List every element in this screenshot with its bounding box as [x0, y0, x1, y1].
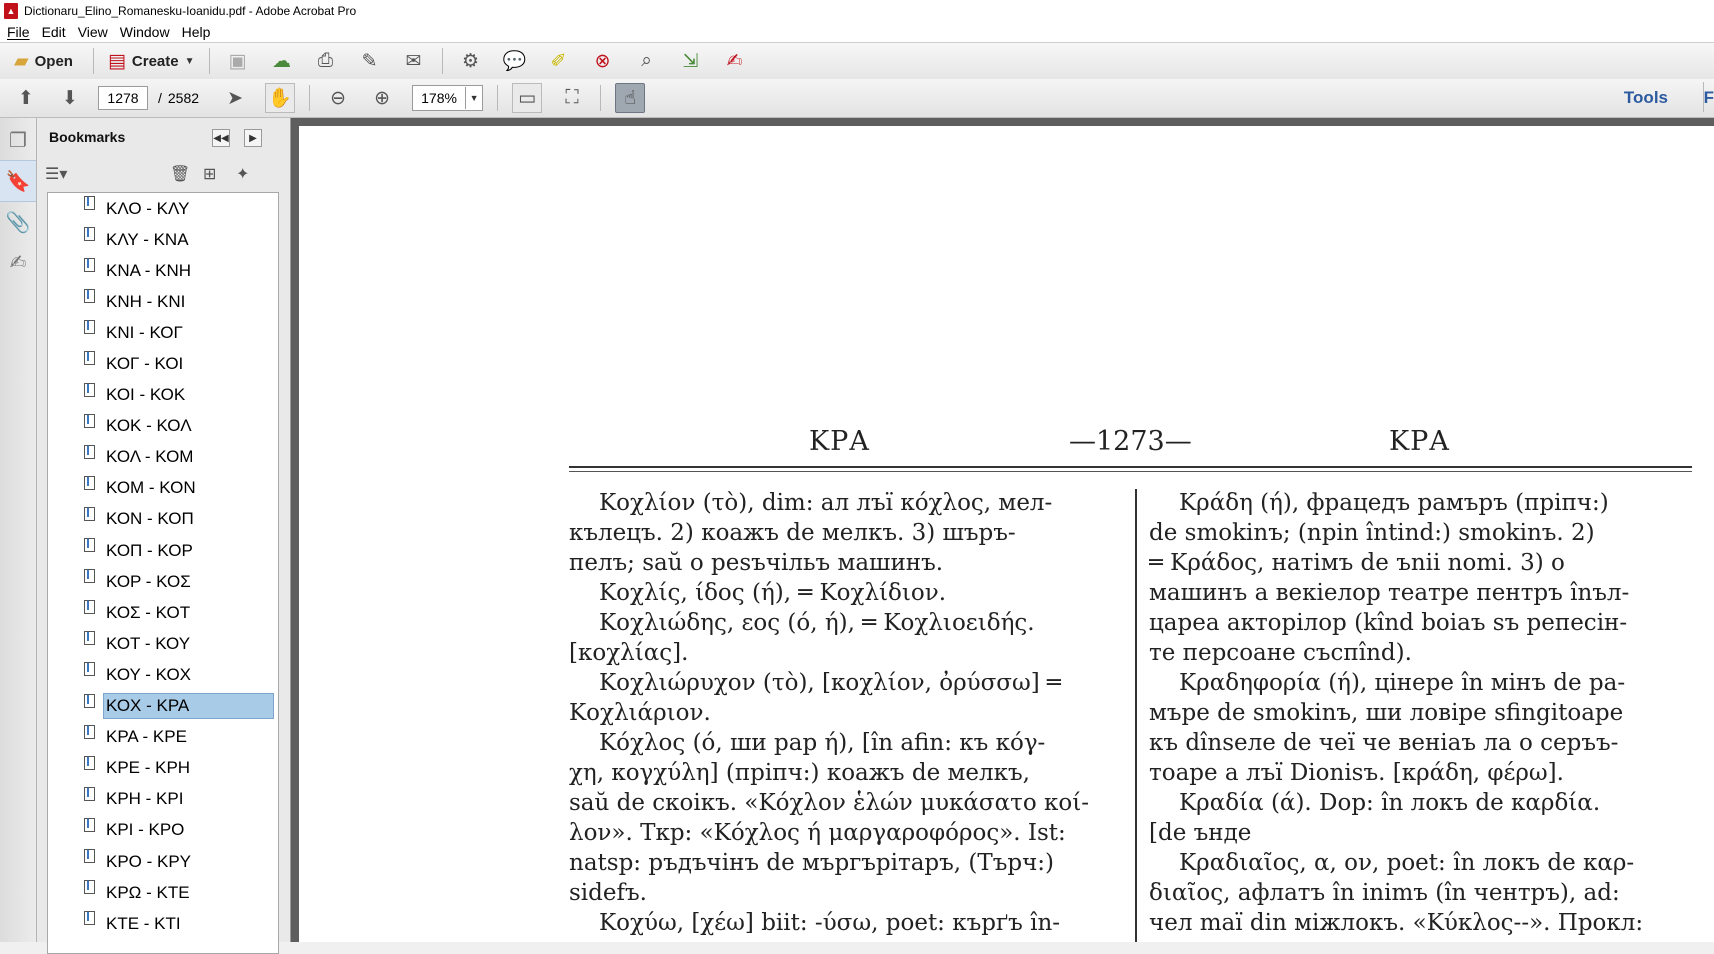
menu-edit[interactable]: Edit — [41, 24, 66, 40]
collapse-panel-icon[interactable]: ◀◀ — [212, 129, 230, 147]
bookmark-item[interactable] — [48, 908, 278, 939]
bookmark-item[interactable] — [48, 348, 278, 379]
bookmark-label: ΚΛΟ - ΚΛΥ — [106, 198, 190, 218]
bookmark-icon — [84, 445, 95, 459]
text-line: кълецъ. 2) коажъ de мелкъ. 3) шъръ- — [569, 520, 1016, 546]
cursor-icon: ➤ — [227, 87, 243, 109]
arrow-up-icon: ⬆ — [18, 87, 34, 109]
page-thumbnails-icon[interactable]: ❐ — [9, 129, 27, 152]
highlight-button[interactable] — [545, 47, 573, 75]
page-number-input[interactable] — [98, 86, 148, 110]
menu-window[interactable]: Window — [119, 24, 170, 40]
bookmark-icon — [84, 258, 95, 272]
options-menu-icon[interactable]: ☰▾ — [45, 166, 68, 183]
bookmark-label: ΚΟΠ - ΚΟΡ — [106, 540, 193, 560]
bookmark-item[interactable] — [48, 566, 278, 597]
bookmark-icon — [84, 320, 95, 334]
bookmark-label: ΚΟΤ - ΚΟΥ — [106, 633, 191, 653]
main-toolbar — [0, 42, 1714, 80]
bookmark-icon — [84, 351, 95, 365]
bookmark-label: ΚΤΕ - ΚΤΙ — [106, 913, 181, 933]
bookmark-item[interactable] — [48, 411, 278, 442]
bookmarks-header — [37, 118, 290, 156]
bookmark-icon — [84, 849, 95, 863]
upload-button[interactable] — [268, 47, 296, 75]
bookmark-icon — [84, 569, 95, 583]
select-tool-button[interactable] — [221, 84, 249, 112]
bookmark-item[interactable] — [48, 784, 278, 815]
bookmark-icon — [84, 227, 95, 241]
previous-page-button[interactable] — [12, 84, 40, 112]
page-navigator — [92, 86, 199, 110]
minus-circle-icon: ⊖ — [330, 87, 346, 109]
header-rule-thin — [569, 471, 1692, 472]
bookmark-label: ΚΝΗ - ΚΝΙ — [106, 291, 186, 311]
text-line: Κοχλιάριον. — [569, 700, 711, 726]
export-icon: ⇲ — [682, 50, 699, 72]
bookmark-label: ΚΡΙ - ΚΡΟ — [106, 820, 185, 840]
comment-icon: 💬 — [502, 51, 527, 72]
edit-button[interactable] — [356, 47, 384, 75]
bookmark-icon — [84, 383, 95, 397]
text-line: διαῖος, афлатъ în inimъ (în чентръ), ad: — [1149, 880, 1620, 906]
bookmarks-title: Bookmarks — [49, 129, 126, 145]
chevron-down-icon: ▼ — [184, 55, 195, 67]
menu-bar — [0, 22, 1714, 42]
text-line: машинъ a векіелор театре пентръ înъл- — [1149, 580, 1630, 606]
text-line: Κοχλίς, ίδος (ή), ═ Κοχλίδιον. — [599, 580, 947, 606]
text-line: de smokinъ; (npin întind:) smokinъ. 2) — [1149, 520, 1595, 546]
attachment-icon[interactable]: 📎 — [5, 211, 31, 234]
bookmark-label: ΚΟΥ - ΚΟΧ — [106, 664, 192, 684]
page-number-header: —1273— — [1069, 426, 1192, 457]
bookmark-icon — [84, 756, 95, 770]
bookmark-icon — [84, 662, 95, 676]
text-line: Κράδη (ή), фрацедъ рамъръ (пріпч:) — [1179, 490, 1609, 516]
bookmark-label: ΚΝΑ - ΚΝΗ — [106, 260, 192, 280]
text-line: тоаре a лъї Dionisъ. [κράδη, φέρω]. — [1149, 760, 1564, 786]
create-button[interactable] — [108, 47, 195, 75]
save-button[interactable] — [224, 47, 252, 75]
bookmark-item[interactable] — [48, 380, 278, 411]
bookmark-icon — [84, 787, 95, 801]
bookmark-label: ΚΟΧ - ΚΡΑ — [104, 694, 273, 718]
delete-icon: ⊗ — [594, 50, 611, 72]
document-viewport[interactable] — [291, 118, 1714, 942]
arrow-down-icon: ⬇ — [62, 87, 78, 109]
navigation-rail — [0, 118, 37, 942]
comment-button[interactable] — [501, 47, 529, 75]
bookmark-label: ΚΡΑ - ΚΡΕ — [106, 727, 187, 747]
fit-page-icon: ▭ — [518, 87, 537, 109]
read-mode-button[interactable] — [615, 83, 645, 113]
bookmark-properties-icon[interactable]: ✦ — [236, 166, 250, 183]
bookmark-label: ΚΛΥ - ΚΝΑ — [106, 229, 189, 249]
text-line: Κοχύω, [χέω] biit: -ύσω, poet: кърґъ în- — [599, 910, 1061, 936]
bookmark-item[interactable] — [48, 473, 278, 504]
toolbar-separator — [442, 48, 443, 74]
bookmark-icon — [84, 414, 95, 428]
bookmark-item[interactable] — [48, 659, 278, 690]
hand-pointer-icon: ☝ — [624, 87, 636, 109]
fit-page-button[interactable] — [512, 83, 542, 113]
bookmark-icon — [84, 476, 95, 490]
page-slash: / — [158, 90, 162, 106]
bookmark-item[interactable] — [48, 877, 278, 908]
text-line: Κραδηφορία (ή), цінере în мінъ de pa- — [1179, 670, 1626, 696]
bookmark-label: ΚΟΓ - ΚΟΙ — [106, 354, 184, 374]
toolbar-separator — [93, 48, 94, 74]
sign-button[interactable] — [721, 47, 749, 75]
create-pdf-icon: ▤ — [107, 50, 126, 72]
toolbar-separator — [309, 85, 310, 111]
open-button[interactable] — [8, 47, 79, 75]
open-label: Open — [34, 52, 73, 70]
menu-file[interactable]: File — [7, 24, 30, 40]
text-line: пелъ; saŭ o pesъчiльъ машинъ. — [569, 550, 944, 576]
signature-icon[interactable]: ✍ — [9, 251, 27, 274]
bookmark-icon — [84, 694, 95, 708]
text-line: те персоане съспînd). — [1149, 640, 1412, 666]
column-divider — [1135, 489, 1137, 942]
bookmark-item[interactable] — [48, 535, 278, 566]
text-line: цареа акторілор (kînd boiaъ sъ репесін- — [1149, 610, 1628, 636]
bookmark-item[interactable] — [48, 722, 278, 753]
export-button[interactable] — [677, 47, 705, 75]
bookmark-label: ΚΟΛ - ΚΟΜ — [106, 447, 194, 467]
plus-circle-icon: ⊕ — [374, 87, 390, 109]
settings-button[interactable] — [457, 47, 485, 75]
highlighter-icon: ✐ — [550, 50, 567, 72]
expand-panel-icon[interactable]: ▶ — [244, 129, 262, 147]
text-line: чел maї din міжлокъ. «Κύκλος--». Прокл: — [1149, 910, 1644, 936]
bookmark-label: ΚΡΩ - ΚΤΕ — [106, 882, 190, 902]
bookmark-panel-icon[interactable]: 🔖 — [0, 160, 36, 202]
text-line: sidefъ. — [569, 880, 647, 906]
bookmark-label: ΚΡΕ - ΚΡΗ — [106, 758, 191, 778]
full-screen-button[interactable] — [558, 84, 586, 112]
tools-pane-cut-label[interactable]: F — [1703, 88, 1714, 107]
window-title: Dictionaru_Elino_Romanesku-Ioanidu.pdf - Adobe Acrobat Pro — [24, 4, 357, 18]
review-icon: ⌕ — [641, 50, 652, 71]
bookmark-icon — [84, 196, 95, 210]
right-text-column — [1149, 488, 1694, 938]
bookmark-icon — [84, 880, 95, 894]
new-bookmark-icon[interactable]: ⊞ — [203, 166, 217, 183]
bookmarks-tree — [47, 192, 279, 954]
zoom-out-button[interactable] — [324, 84, 352, 112]
total-pages: 2582 — [167, 90, 200, 106]
trash-icon[interactable]: 🗑 — [170, 166, 191, 183]
bookmark-label: ΚΟΡ - ΚΟΣ — [106, 571, 191, 591]
menu-view[interactable]: View — [77, 24, 108, 40]
text-line: Κραδία (ά). Dop: în локъ de καρδία. — [1179, 790, 1601, 816]
text-line: natsp: ръдъчінъ de мъргърітаръ, (Тъpч:) — [569, 850, 1055, 876]
toolbar-separator — [497, 85, 498, 111]
bookmark-icon — [84, 507, 95, 521]
print-button[interactable] — [312, 47, 340, 75]
pdf-app-icon: ▲ — [4, 3, 18, 19]
bookmarks-toolbar — [37, 156, 290, 190]
bookmark-label: ΚΟΜ - ΚΟΝ — [106, 478, 196, 498]
envelope-icon: ✉ — [405, 50, 422, 72]
create-label: Create — [131, 52, 179, 70]
printer-icon: ⎙ — [317, 50, 334, 71]
left-text-column — [569, 488, 1124, 938]
bookmark-label: ΚΟΚ - ΚΟΛ — [106, 416, 192, 436]
toolbar-separator — [600, 85, 601, 111]
save-icon: ▣ — [228, 50, 247, 72]
bookmark-icon — [84, 911, 95, 925]
bookmark-item[interactable] — [48, 193, 278, 224]
delete-page-button[interactable] — [589, 47, 617, 75]
text-line: Κόχλος (ό, ши рар ή), [în afin: къ κόγ- — [599, 730, 1046, 756]
chevron-down-icon[interactable]: ▼ — [465, 87, 482, 109]
text-line: λον». Ткр: «Κόχλος ή μαργαροφόρος». Ist: — [569, 820, 1066, 846]
full-screen-icon: ⛶ — [565, 87, 579, 108]
bookmark-item[interactable] — [48, 815, 278, 846]
bookmark-label: ΚΡΟ - ΚΡΥ — [106, 851, 192, 871]
header-rule — [569, 466, 1692, 468]
hand-tool-button[interactable] — [265, 83, 295, 113]
zoom-select[interactable] — [412, 85, 483, 111]
bookmark-icon — [84, 631, 95, 645]
tools-pane-button[interactable]: Tools — [1623, 88, 1668, 107]
menu-help[interactable]: Help — [181, 24, 211, 40]
bookmarks-panel — [37, 118, 291, 942]
bookmark-icon — [84, 725, 95, 739]
next-page-button[interactable] — [56, 84, 84, 112]
bookmark-icon — [84, 289, 95, 303]
pdf-page — [299, 126, 1714, 942]
text-line: мъре de smokinъ, ши ловіре sfingitoape — [1149, 700, 1624, 726]
review-button[interactable] — [633, 47, 661, 75]
bookmark-item[interactable] — [48, 255, 278, 286]
bookmark-item[interactable] — [48, 317, 278, 348]
text-line: Κοχλίον (τὸ), dim: ал лъї κόχλος, мел- — [599, 490, 1053, 516]
bookmark-item[interactable] — [48, 224, 278, 255]
page-header-right: ΚΡΑ — [1389, 426, 1450, 457]
bookmark-label: ΚΟΣ - ΚΟΤ — [106, 602, 191, 622]
text-line: χη, κογχύλη] (пріпч:) коажъ de мелкъ, — [569, 760, 1030, 786]
cloud-upload-icon: ☁ — [272, 50, 292, 72]
bookmark-icon — [84, 538, 95, 552]
text-line: Κοχλιώρυχον (τὸ), [κοχλίον, ὀρύσσω] ═ — [599, 670, 1061, 696]
bookmark-label: ΚΟΝ - ΚΟΠ — [106, 509, 194, 529]
sign-icon: ✍ — [726, 50, 743, 72]
toolbar-separator — [209, 48, 210, 74]
bookmark-item[interactable] — [48, 846, 278, 877]
bookmark-item[interactable] — [48, 442, 278, 473]
bookmark-label: ΚΝΙ - ΚΟΓ — [106, 322, 183, 342]
edit-icon: ✎ — [361, 50, 378, 72]
text-line: Κοχλιώδης, εος (ό, ή), ═ Κοχλιοειδής. — [599, 610, 1035, 636]
bookmark-icon — [84, 818, 95, 832]
folder-icon: ▰ — [14, 50, 29, 72]
zoom-in-button[interactable] — [368, 84, 396, 112]
title-bar — [0, 0, 1714, 22]
text-line: [κοχλίας]. — [569, 640, 689, 666]
bookmark-item[interactable] — [48, 753, 278, 784]
text-line: къ dînsеле de чеї че веніаъ ла o серъъ- — [1149, 730, 1619, 756]
navigation-toolbar — [0, 79, 1714, 118]
bookmark-item[interactable] — [48, 628, 278, 659]
bookmark-icon — [84, 600, 95, 614]
page-header-left: ΚΡΑ — [809, 426, 870, 457]
text-line: ═ Κράδος, натімъ de ъnii nomi. 3) o — [1149, 550, 1565, 576]
bookmark-item[interactable] — [48, 597, 278, 628]
text-line: [de ънде — [1149, 820, 1252, 846]
hand-icon: ✋ — [268, 88, 292, 109]
bookmark-label: ΚΟΙ - ΚΟΚ — [106, 385, 186, 405]
bookmark-item[interactable] — [48, 504, 278, 535]
bookmark-item[interactable] — [48, 691, 278, 722]
text-line: Κραδιαῖος, α, ον, poet: în локъ de καρ- — [1179, 850, 1635, 876]
email-button[interactable] — [400, 47, 428, 75]
bookmark-item[interactable] — [48, 286, 278, 317]
bookmark-label: ΚΡΗ - ΚΡΙ — [106, 789, 184, 809]
gear-icon: ⚙ — [462, 50, 480, 72]
text-line: saŭ de скоікъ. «Κόχλον ἑλών μυκάσατο κοί- — [569, 790, 1090, 816]
zoom-input[interactable] — [413, 87, 465, 109]
